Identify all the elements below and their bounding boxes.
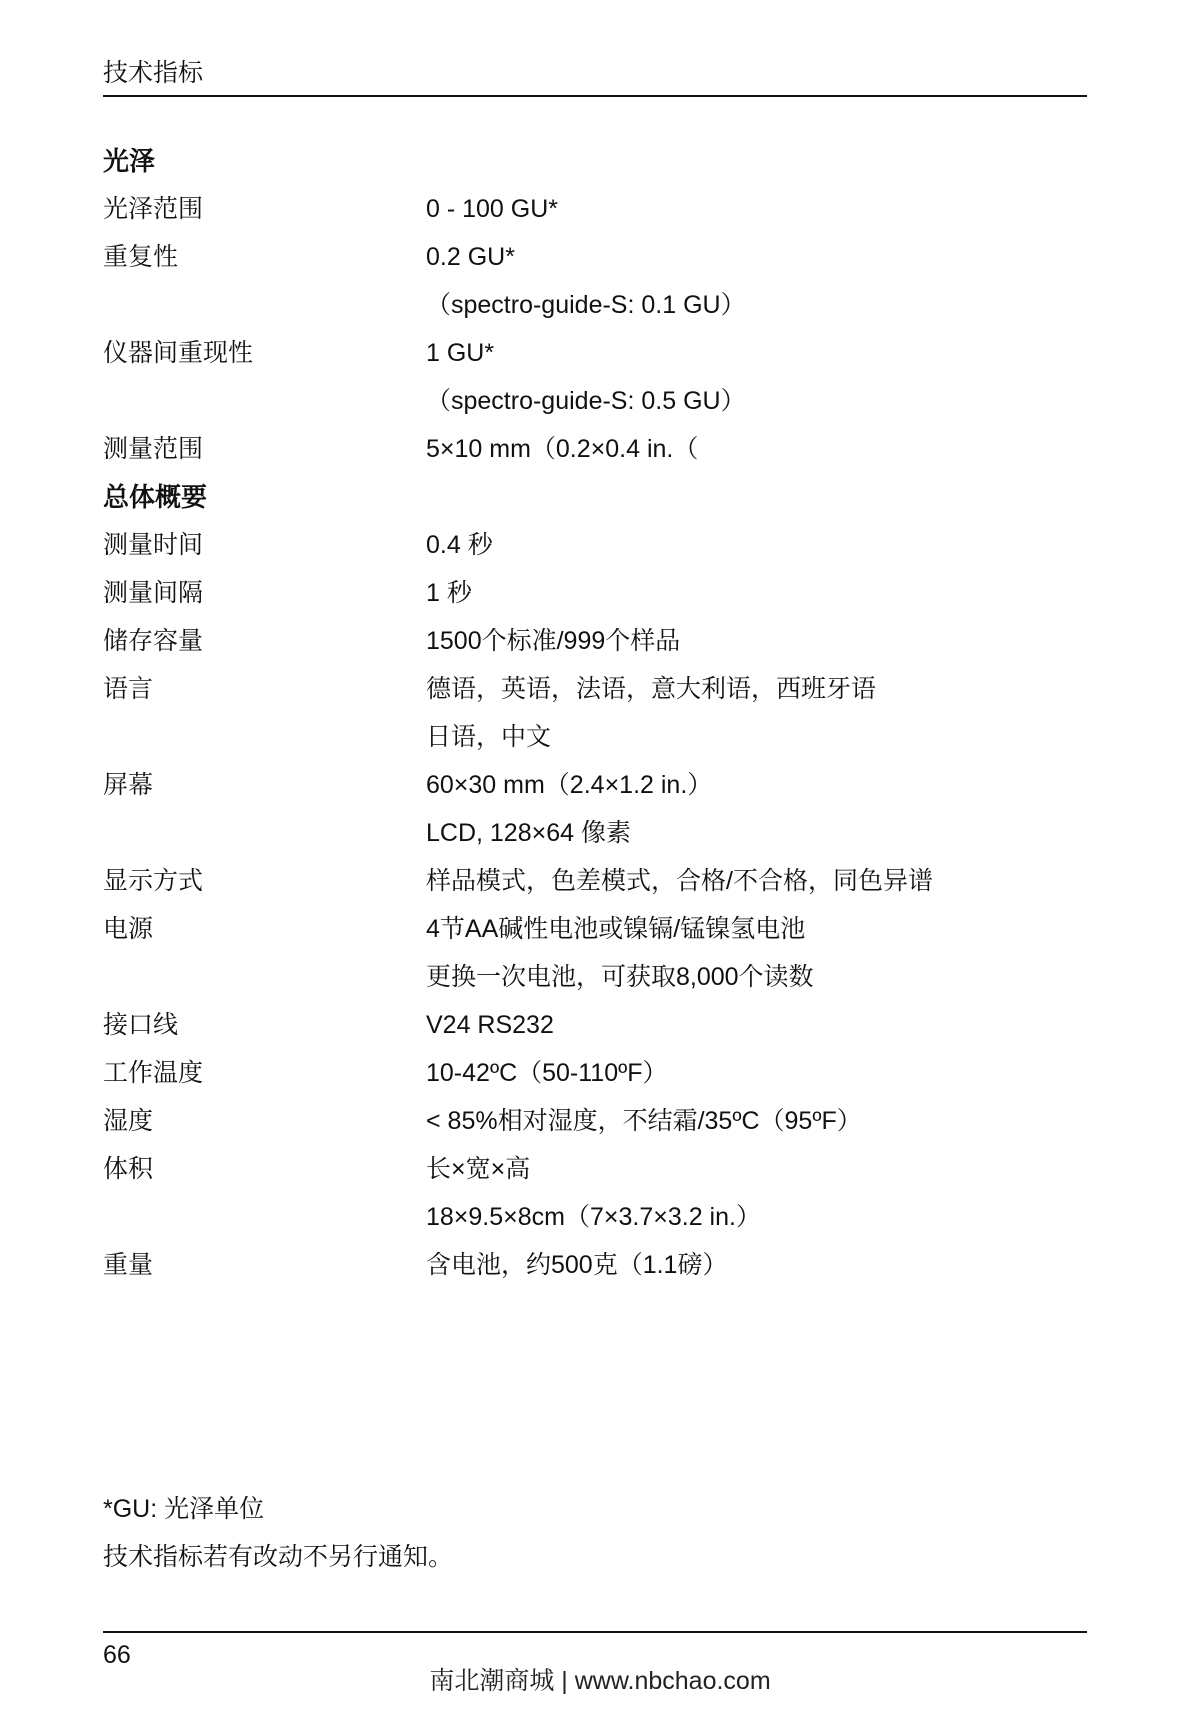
spec-row bbox=[103, 521, 1087, 569]
footnotes bbox=[103, 1485, 453, 1581]
spec-label: 接口线 bbox=[103, 1011, 179, 1039]
spec-value: 1 秒 bbox=[426, 579, 472, 607]
spec-label bbox=[103, 281, 426, 329]
spec-value: 1500个标准/999个样品 bbox=[426, 627, 681, 655]
spec-label: 屏幕 bbox=[103, 771, 154, 799]
spec-value: 0.4 秒 bbox=[426, 531, 493, 559]
footnote-gu-definition: *GU: 光泽单位 bbox=[103, 1495, 265, 1523]
spec-label: 光泽范围 bbox=[103, 195, 204, 223]
spec-row bbox=[103, 1097, 1087, 1145]
spec-row bbox=[103, 857, 1087, 905]
spec-row bbox=[103, 425, 1087, 473]
spec-value: （spectro-guide-S: 0.1 GU） bbox=[426, 291, 746, 319]
section-heading-general: 总体概要 bbox=[103, 482, 208, 512]
spec-label bbox=[103, 377, 426, 425]
spec-label: 仪器间重现性 bbox=[103, 339, 254, 367]
spec-row bbox=[103, 569, 1087, 617]
spec-row bbox=[103, 233, 1087, 281]
spec-label: 储存容量 bbox=[103, 627, 204, 655]
spec-row bbox=[103, 953, 1087, 1001]
footnote-change-notice: 技术指标若有改动不另行通知。 bbox=[103, 1543, 454, 1571]
spec-label bbox=[103, 713, 426, 761]
spec-label: 电源 bbox=[103, 915, 154, 943]
spec-row bbox=[103, 281, 1087, 329]
spec-value: 1 GU* bbox=[426, 339, 495, 367]
spec-row bbox=[103, 329, 1087, 377]
spec-row bbox=[103, 1193, 1087, 1241]
spec-label: 体积 bbox=[103, 1155, 154, 1183]
spec-value: 4节AA碱性电池或镍镉/锰镍氢电池 bbox=[426, 915, 806, 943]
page-header-title: 技术指标 bbox=[103, 59, 204, 87]
spec-row bbox=[103, 1241, 1087, 1289]
spec-row bbox=[103, 1049, 1087, 1097]
footer-divider bbox=[103, 1631, 1087, 1633]
page-number: 66 bbox=[103, 1641, 131, 1669]
spec-value: 18×9.5×8cm（7×3.7×3.2 in.） bbox=[426, 1203, 761, 1231]
spec-label: 语言 bbox=[103, 675, 154, 703]
spec-row bbox=[103, 713, 1087, 761]
spec-row bbox=[103, 617, 1087, 665]
spec-label bbox=[103, 809, 426, 857]
spec-value: 样品模式，色差模式，合格/不合格，同色异谱 bbox=[426, 867, 933, 895]
section-heading-gloss: 光泽 bbox=[103, 146, 156, 176]
spec-row bbox=[103, 905, 1087, 953]
spec-value: 日语，中文 bbox=[426, 723, 552, 751]
spec-row bbox=[103, 1001, 1087, 1049]
spec-value: 更换一次电池，可获取8,000个读数 bbox=[426, 963, 814, 991]
spec-value: （spectro-guide-S: 0.5 GU） bbox=[426, 387, 746, 415]
spec-label: 湿度 bbox=[103, 1107, 154, 1135]
spec-label bbox=[103, 1193, 426, 1241]
spec-label: 重复性 bbox=[103, 243, 179, 271]
spec-value: 长×宽×高 bbox=[426, 1155, 531, 1183]
spec-value: 德语，英语，法语，意大利语，西班牙语 bbox=[426, 675, 877, 703]
spec-value: 60×30 mm（2.4×1.2 in.） bbox=[426, 771, 713, 799]
spec-row bbox=[103, 185, 1087, 233]
spec-row bbox=[103, 1145, 1087, 1193]
spec-table bbox=[103, 137, 1087, 1289]
spec-label: 测量时间 bbox=[103, 531, 204, 559]
spec-value: 0.2 GU* bbox=[426, 243, 515, 271]
spec-value: 0 - 100 GU* bbox=[426, 195, 559, 223]
spec-label: 工作温度 bbox=[103, 1059, 204, 1087]
spec-label bbox=[103, 953, 426, 1001]
header-divider bbox=[103, 95, 1087, 97]
spec-value: 含电池，约500克（1.1磅） bbox=[426, 1251, 728, 1279]
spec-value: LCD, 128×64 像素 bbox=[426, 819, 631, 847]
spec-label: 显示方式 bbox=[103, 867, 204, 895]
spec-row bbox=[103, 809, 1087, 857]
spec-value: 10-42ºC（50-110ºF） bbox=[426, 1059, 668, 1087]
spec-row bbox=[103, 377, 1087, 425]
spec-value: < 85%相对湿度，不结霜/35ºC（95ºF） bbox=[426, 1107, 862, 1135]
spec-label: 测量间隔 bbox=[103, 579, 204, 607]
spec-value: 5×10 mm（0.2×0.4 in.（ bbox=[426, 435, 699, 463]
spec-row bbox=[103, 761, 1087, 809]
spec-label: 测量范围 bbox=[103, 435, 204, 463]
spec-value: V24 RS232 bbox=[426, 1011, 554, 1039]
spec-row bbox=[103, 665, 1087, 713]
site-watermark: 南北潮商城 | www.nbchao.com bbox=[429, 1667, 771, 1695]
spec-label: 重量 bbox=[103, 1251, 154, 1279]
